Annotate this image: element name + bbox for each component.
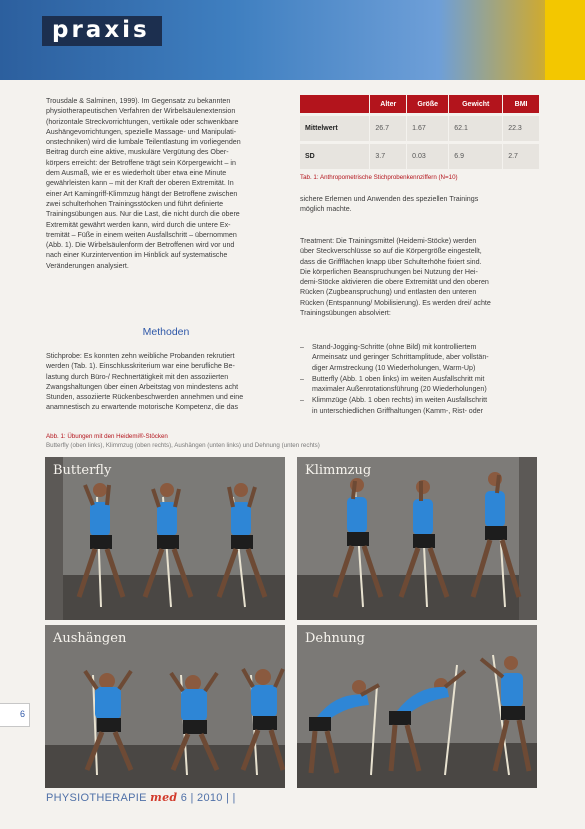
issue-number: 6 | 2010 | | [180, 792, 236, 804]
photo-label: Dehnung [305, 631, 365, 646]
magazine-suffix: med [150, 791, 178, 804]
table-header-cell: Größe [407, 95, 449, 115]
table-cell: 62.1 [449, 115, 503, 143]
photo-label: Aushängen [53, 631, 127, 646]
table-cell: 3.7 [370, 143, 407, 170]
photo-butterfly [45, 457, 285, 620]
photo-aushaengen [45, 625, 285, 788]
table-row [300, 115, 540, 143]
table-cell: 22.3 [503, 115, 540, 143]
exercise-list [300, 342, 540, 417]
page-number: 6 [19, 709, 25, 719]
table-row [300, 143, 540, 170]
table-header-cell: Gewicht [449, 95, 503, 115]
stats-table [300, 95, 540, 169]
section-heading-methods: Methoden [142, 326, 190, 338]
table-header-cell [300, 95, 370, 115]
table-cell: 0.03 [407, 143, 449, 170]
table-header-cell: Alter [370, 95, 407, 115]
footer [46, 791, 236, 804]
table-cell: 6.9 [449, 143, 503, 170]
section-title: praxis [42, 16, 162, 46]
list-item: – Klimmzüge (Abb. 1 oben rechts) im weiten Ausfallschritt in unterschiedlichen Griffhaltungen (Kamm-, Rist- oder [300, 395, 540, 416]
table-header-row [300, 95, 540, 115]
body-text-treatment: Treatment: Die Trainingsmittel (Heidemi-Stöcke) werden über Steckverschlüsse so auf die Körpergröße eingestellt, dass die Griffflächen knapp über Schulterhöhe fixiert sind. Die körperlichen Beanspruchungen bei Nutzung der Hei- demi-Stöcke aktivieren die obere Extremität und den oberen Rücken (Zugbeanspruchung) und entlasten den unteren Rücken (Entspannung/ Mobilisierung). Es werden drei/ achte Trainingsübungen absolviert: [300, 237, 491, 318]
table-caption: Tab. 1: Anthropometrische Stichprobenkennziffern (N=10) [300, 174, 458, 181]
photo-label: Klimmzug [305, 463, 372, 478]
photo-dehnung [297, 625, 537, 788]
photo-label: Butterfly [53, 463, 112, 478]
figure-caption-title: Abb. 1: Übungen mit den Heidemi®-Stöcken [46, 433, 168, 440]
figure-caption-detail: Butterfly (oben links), Klimmzug (oben rechts), Aushängen (unten links) und Dehnung (unten rechts) [46, 442, 320, 449]
body-text-continued: sichere Erlernen und Anwenden des speziellen Trainings möglich machte. [300, 195, 479, 214]
page-number-tab [0, 703, 30, 727]
list-item: – Stand-Jogging-Schritte (ohne Bild) mit kontrolliertem Armeinsatz und geringer Schrittamplitude, aber vollstän- diger Armstreckung (10 Wiederholungen, Warm-Up) [300, 342, 540, 373]
body-text-intro: Trousdale & Salminen, 1999). Im Gegensatz zu bekannten physiotherapeutischen Verfahren der Wirbelsäulenextension (horizontale Streckvorrichtungen, vertikale oder schwenkbare Aushängevorrichtungen, spezielle Massage- und Manipulati- onstechniken) wird die lumbale Teilentlastung im vorliegenden Beitrag durch eine aktive, muskuläre Vergütung des Ober- körpers erreicht: der Betroffene trägt sein Körpergewicht – in dem Ausmaß, wie er es wiederholt über etwa eine Minute gewährleisten kann – mit der Kraft der oberen Extremität. In einer Art Kamingriff-Klimmzug hängt der Betroffene zwischen zwei schulterhohen Trainingsstöcken und führt definierte Trainingsübungen aus. Nur die Last, die nicht durch die obere Extremität gewährt werden kann, wird durch die untere Ex- tremität – Füße in einem weiten Ausfallschritt – übernommen (Abb. 1). Die Wirbelsäulenform der Betroffenen wird vor und nach einer Kurzintervention im Hinblick auf systematische Veränderungen analysiert. [46, 97, 241, 270]
body-text-sample: Stichprobe: Es konnten zehn weibliche Probanden rekrutiert werden (Tab. 1). Einschlusskriterium war eine berufliche Be- lastung durch Büro-/ Rechnertätigkeit mit den assoziierten Zwangshaltungen über einen Arbeitstag von mindestens acht Stunden, assoziierte Rückenbeschwerden annehmen und eine anamnestisch zu erwartende motorische Kompetenz, die das [46, 352, 244, 412]
header-accent [545, 0, 585, 80]
table-cell: 26.7 [370, 115, 407, 143]
table-row-label: SD [300, 143, 370, 170]
table-cell: 2.7 [503, 143, 540, 170]
photo-klimmzug [297, 457, 537, 620]
magazine-name: PHYSIOTHERAPIE [46, 792, 147, 804]
list-item: – Butterfly (Abb. 1 oben links) im weiten Ausfallschritt mit maximaler Außenrotationsführung (20 Wiederholungen) [300, 374, 540, 395]
table-cell: 1.67 [407, 115, 449, 143]
table-header-cell: BMI [503, 95, 540, 115]
table-row-label: Mittelwert [300, 115, 370, 143]
